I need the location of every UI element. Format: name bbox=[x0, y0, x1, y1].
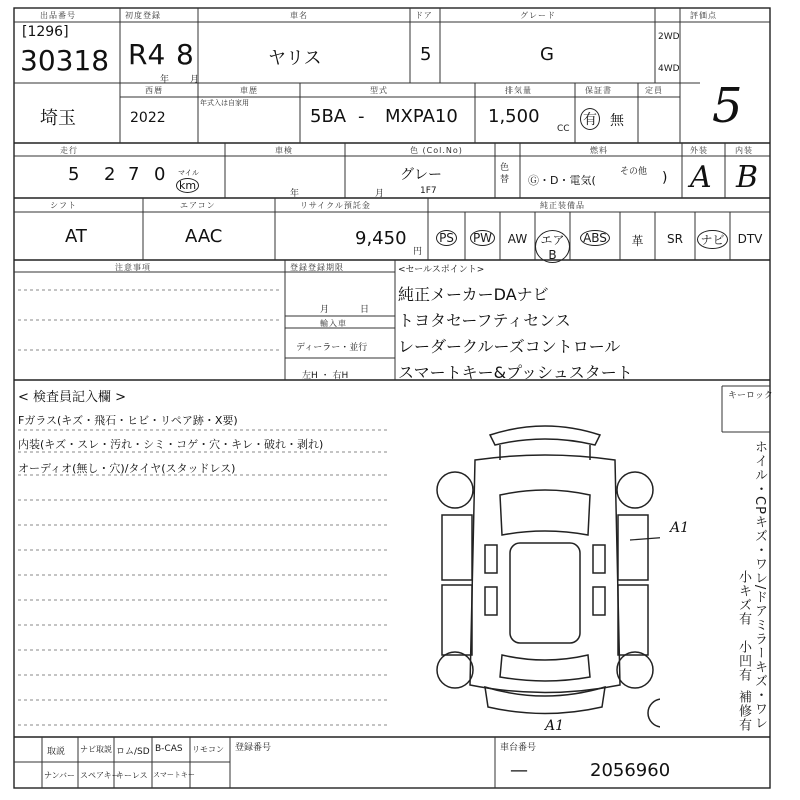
equip-navi: ナビ bbox=[695, 230, 730, 249]
side-note-3: 小凹有 bbox=[736, 640, 751, 682]
label-options: 純正装備品 bbox=[540, 201, 585, 210]
shift-value: AT bbox=[65, 226, 87, 247]
label-first-reg: 初度登録 bbox=[125, 11, 161, 20]
car-name: ヤリス bbox=[268, 48, 322, 69]
label-recycle: リサイクル預託金 bbox=[300, 201, 371, 210]
inspector-line-2: 内装(キズ・スレ・汚れ・シミ・コゲ・穴・キレ・破れ・剥れ) bbox=[18, 438, 324, 451]
sales-point: スマートキー&プッシュスタート bbox=[398, 363, 633, 382]
inspector-line-1: Fガラス(キズ・飛石・ヒビ・リペア跡・X要) bbox=[18, 414, 238, 427]
label-history: 車歴 bbox=[240, 86, 258, 95]
region: 埼玉 bbox=[40, 108, 76, 129]
label-displacement: 排気量 bbox=[505, 86, 532, 95]
lot-number: 30318 bbox=[20, 44, 110, 77]
mileage-digit-3: 7 bbox=[128, 164, 140, 185]
aircon-value: AAC bbox=[185, 226, 223, 247]
label-history-sub: 年式入は自家用 bbox=[200, 99, 249, 107]
label-doors: ドア bbox=[415, 11, 433, 20]
color-name: グレー bbox=[400, 167, 442, 183]
year-value: 2022 bbox=[130, 110, 166, 126]
label-notes: 注意事項 bbox=[115, 263, 151, 272]
car-damage-diagram bbox=[430, 415, 660, 735]
bottom-remote: リモコン bbox=[192, 745, 224, 754]
recycle-value: 9,450 bbox=[355, 228, 407, 249]
equip-abs: ABS bbox=[570, 230, 620, 246]
bottom-navi-manual: ナビ取説 bbox=[80, 745, 112, 754]
chassis-dash: — bbox=[510, 760, 528, 781]
label-shift: シフト bbox=[50, 201, 77, 210]
model-sep: - bbox=[358, 106, 365, 127]
month-suffix: 月 bbox=[190, 75, 200, 85]
equip-aw: AW bbox=[507, 232, 528, 246]
label-int: 内装 bbox=[735, 146, 753, 155]
sales-point: レーダークルーズコントロール bbox=[398, 337, 621, 356]
ext-score: A bbox=[690, 160, 712, 195]
sales-point: 純正メーカーDAナビ bbox=[398, 285, 549, 304]
fuel-other: その他 bbox=[620, 167, 648, 177]
label-reg-limit: 登録登録期限 bbox=[290, 263, 344, 272]
first-reg-era: R4 bbox=[128, 38, 166, 71]
bottom-smart-key: スマートキー bbox=[153, 771, 195, 779]
reg-day: 日 bbox=[360, 305, 370, 315]
cc-unit: CC bbox=[557, 124, 570, 134]
sales-point: トヨタセーフティセンス bbox=[398, 311, 571, 330]
bottom-manual: 取説 bbox=[47, 747, 66, 757]
label-year: 西暦 bbox=[145, 86, 163, 95]
first-reg-month: 8 bbox=[176, 38, 194, 71]
damage-mark-side: A1 bbox=[670, 520, 690, 536]
label-4wd: 4WD bbox=[658, 64, 680, 74]
yen-unit: 円 bbox=[413, 247, 423, 257]
label-chassis-no: 車台番号 bbox=[500, 743, 537, 753]
label-lot-no: 出品番号 bbox=[40, 11, 76, 20]
label-inspector: < 検査員記入欄 > bbox=[18, 390, 127, 405]
label-color: 色 (Col.No) bbox=[410, 146, 463, 155]
door-count: 5 bbox=[420, 44, 432, 65]
label-mileage-unit: マイル bbox=[178, 169, 199, 177]
lot-bracket: [1296] bbox=[22, 24, 69, 40]
label-key: キーロック bbox=[728, 391, 773, 401]
side-note-1: ホイル・CPキズ・ワレ/ドアミラーキズ・ワレ bbox=[752, 440, 767, 731]
fuel-options: Ⓖ・D・電気( bbox=[528, 174, 596, 187]
equip-dtv: DTV bbox=[737, 232, 763, 246]
bottom-rom: ロム/SD bbox=[116, 747, 150, 757]
fuel-close: ) bbox=[662, 170, 668, 186]
bottom-spare-key: スペアキー bbox=[80, 771, 120, 780]
bottom-plate: ナンバー bbox=[44, 771, 76, 780]
int-score: B bbox=[736, 160, 759, 195]
warranty-no: 無 bbox=[610, 113, 624, 129]
label-warranty: 保証書 bbox=[585, 86, 612, 95]
label-color-change: 色替 bbox=[500, 163, 510, 185]
mileage-digit-1: 5 bbox=[68, 164, 80, 185]
equip-pw: PW bbox=[465, 230, 500, 246]
score-value: 5 bbox=[712, 78, 743, 134]
equip-airbag: エアB bbox=[535, 230, 570, 263]
label-model-name: 車名 bbox=[290, 11, 308, 20]
mileage-digit-4: 0 bbox=[154, 164, 166, 185]
equip-sr: SR bbox=[667, 232, 683, 246]
bottom-reg-no: 登録番号 bbox=[235, 743, 272, 753]
color-month: 月 bbox=[375, 189, 385, 199]
model-code-value: MXPA10 bbox=[385, 106, 458, 127]
import-dealer: ディーラー・並行 bbox=[296, 343, 368, 353]
label-grade: グレード bbox=[520, 11, 556, 20]
import-handle: 左H ・ 右H bbox=[302, 371, 349, 381]
label-capacity: 定員 bbox=[645, 86, 663, 95]
color-code: 1F7 bbox=[420, 186, 437, 196]
side-note-4: 補修有 bbox=[736, 690, 751, 732]
chassis-number: 2056960 bbox=[590, 760, 671, 781]
year-suffix: 年 bbox=[160, 75, 170, 85]
damage-mark-rear: A1 bbox=[545, 718, 565, 734]
label-score: 評価点 bbox=[690, 11, 717, 20]
mileage-digit-2: 2 bbox=[104, 164, 116, 185]
label-mileage: 走行 bbox=[60, 146, 78, 155]
label-body: 車検 bbox=[275, 146, 293, 155]
displacement-value: 1,500 bbox=[488, 106, 540, 127]
equip-leather: 革 bbox=[631, 234, 644, 248]
bottom-keyless: キーレス bbox=[116, 771, 148, 780]
inspector-line-3: オーディオ(無し・穴)/タイヤ(スタッドレス) bbox=[18, 462, 236, 475]
warranty-yes: 有 bbox=[580, 108, 600, 130]
mileage-unit: km bbox=[176, 178, 199, 193]
label-fuel: 燃料 bbox=[590, 146, 608, 155]
reg-month: 月 bbox=[320, 305, 330, 315]
sales-points-list bbox=[398, 282, 633, 386]
bottom-bcas: B-CAS bbox=[155, 744, 183, 754]
label-sales-points: <セールスポイント> bbox=[398, 265, 485, 275]
grade-value: G bbox=[540, 44, 554, 65]
body-year: 年 bbox=[290, 189, 300, 199]
label-model-code: 型式 bbox=[370, 86, 388, 95]
side-note-2: 小キズ有 bbox=[736, 570, 751, 626]
label-import: 輸入車 bbox=[320, 319, 347, 328]
equip-ps: PS bbox=[428, 230, 465, 246]
label-2wd: 2WD bbox=[658, 32, 680, 42]
label-ext: 外装 bbox=[690, 146, 708, 155]
model-prefix: 5BA bbox=[310, 106, 347, 127]
label-aircon: エアコン bbox=[180, 201, 216, 210]
